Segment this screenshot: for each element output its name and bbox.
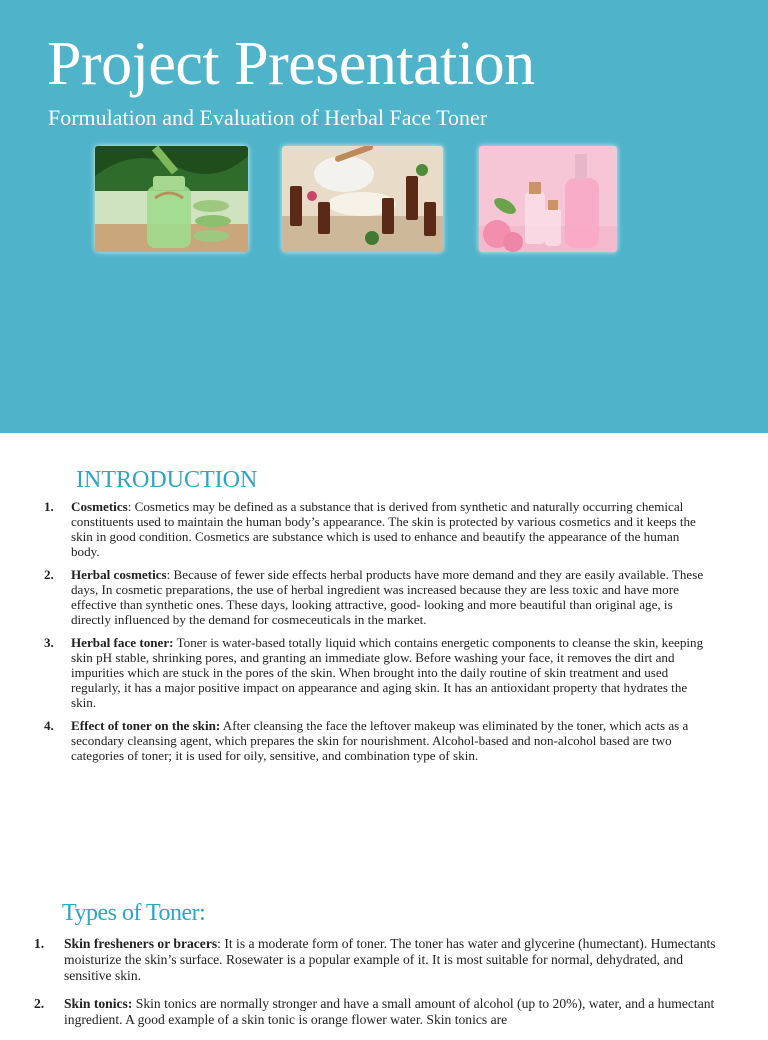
item-number: 1. bbox=[34, 936, 45, 951]
item-body bbox=[71, 718, 704, 763]
item-term: Herbal cosmetics bbox=[71, 567, 167, 582]
item-text: : It is a moderate form of toner. The toner has water and glycerine (humectant). Humectants moisturize the skin’s surface. Rosewater is a popular example of it. It is most suitable for normal, dehydrated, and sensitive skin. bbox=[64, 936, 716, 983]
item-term: Cosmetics bbox=[71, 499, 128, 514]
item-text: Toner is water-based totally liquid which contains energetic components to cleanse the skin, keeping skin pH stable, shrinking pores, and granting an immediate glow. Before washing your face, it removes the dirt and impurities which are stuck in the pores of the skin. When brought into the daily routine of skin treatment and used regularly, it has a major positive impact on appearance and aging skin. It has an antioxidant property that hydrates the skin. bbox=[71, 635, 704, 710]
list-item bbox=[34, 936, 730, 984]
item-text: : Because of fewer side effects herbal products have more demand and they are easily available. These days, In cosmetic preparations, the use of herbal ingredient was increased because they are less toxic and have more effective than synthetic ones. These days, looking attractive, good- looking and more beautiful than original age, is directly influenced by the demand for cosmeceuticals in the market. bbox=[71, 567, 704, 627]
types-of-toner-heading: Types of Toner: bbox=[62, 900, 206, 926]
item-text: After cleansing the face the leftover makeup was eliminated by the toner, which acts as a secondary cleansing agent, which prepares the skin for nourishment. Alcohol-based and non-alcohol based are two categories of toner; it is used for oily, sensitive, and combination type of skin. bbox=[71, 718, 689, 763]
item-body bbox=[71, 567, 704, 627]
presentation-title: Project Presentation bbox=[47, 30, 535, 98]
item-term: Skin tonics: bbox=[64, 996, 133, 1011]
list-item bbox=[44, 635, 704, 710]
item-body bbox=[71, 635, 704, 710]
aloe-vera-toner-photo bbox=[95, 146, 248, 252]
item-text: : Cosmetics may be defined as a substance that is derived from synthetic and naturally occurring chemical constituents used to maintain the human body’s appearance. The skin is protected by various cosmetics and it keeps the skin in good condition. Cosmetics are substance which is used to enhance and beautify the appearance of the human body. bbox=[71, 499, 696, 559]
item-body bbox=[71, 499, 704, 559]
list-item bbox=[44, 718, 704, 763]
item-term: Effect of toner on the skin: bbox=[71, 718, 221, 733]
item-body bbox=[64, 936, 730, 984]
list-item bbox=[44, 567, 704, 627]
item-body bbox=[64, 996, 730, 1028]
herbal-bottles-mortar-photo bbox=[282, 146, 443, 252]
item-number: 3. bbox=[44, 635, 54, 650]
item-term: Skin fresheners or bracers bbox=[64, 936, 218, 951]
title-banner bbox=[0, 0, 768, 433]
introduction-heading: INTRODUCTION bbox=[76, 467, 258, 493]
list-item bbox=[34, 996, 730, 1028]
item-number: 2. bbox=[44, 567, 54, 582]
list-item bbox=[44, 499, 704, 559]
presentation-subtitle: Formulation and Evaluation of Herbal Face Toner bbox=[48, 105, 488, 130]
item-term: Herbal face toner: bbox=[71, 635, 174, 650]
types-of-toner-list bbox=[34, 936, 730, 1040]
introduction-list bbox=[44, 499, 704, 771]
item-text: Skin tonics are normally stronger and have a small amount of alcohol (up to 20%), water, and a humectant ingredient. A good example of a skin tonic is orange flower water. Skin tonics are bbox=[64, 996, 715, 1027]
rose-water-bottles-photo bbox=[479, 146, 617, 252]
item-number: 1. bbox=[44, 499, 54, 514]
item-number: 2. bbox=[34, 996, 45, 1011]
item-number: 4. bbox=[44, 718, 54, 733]
